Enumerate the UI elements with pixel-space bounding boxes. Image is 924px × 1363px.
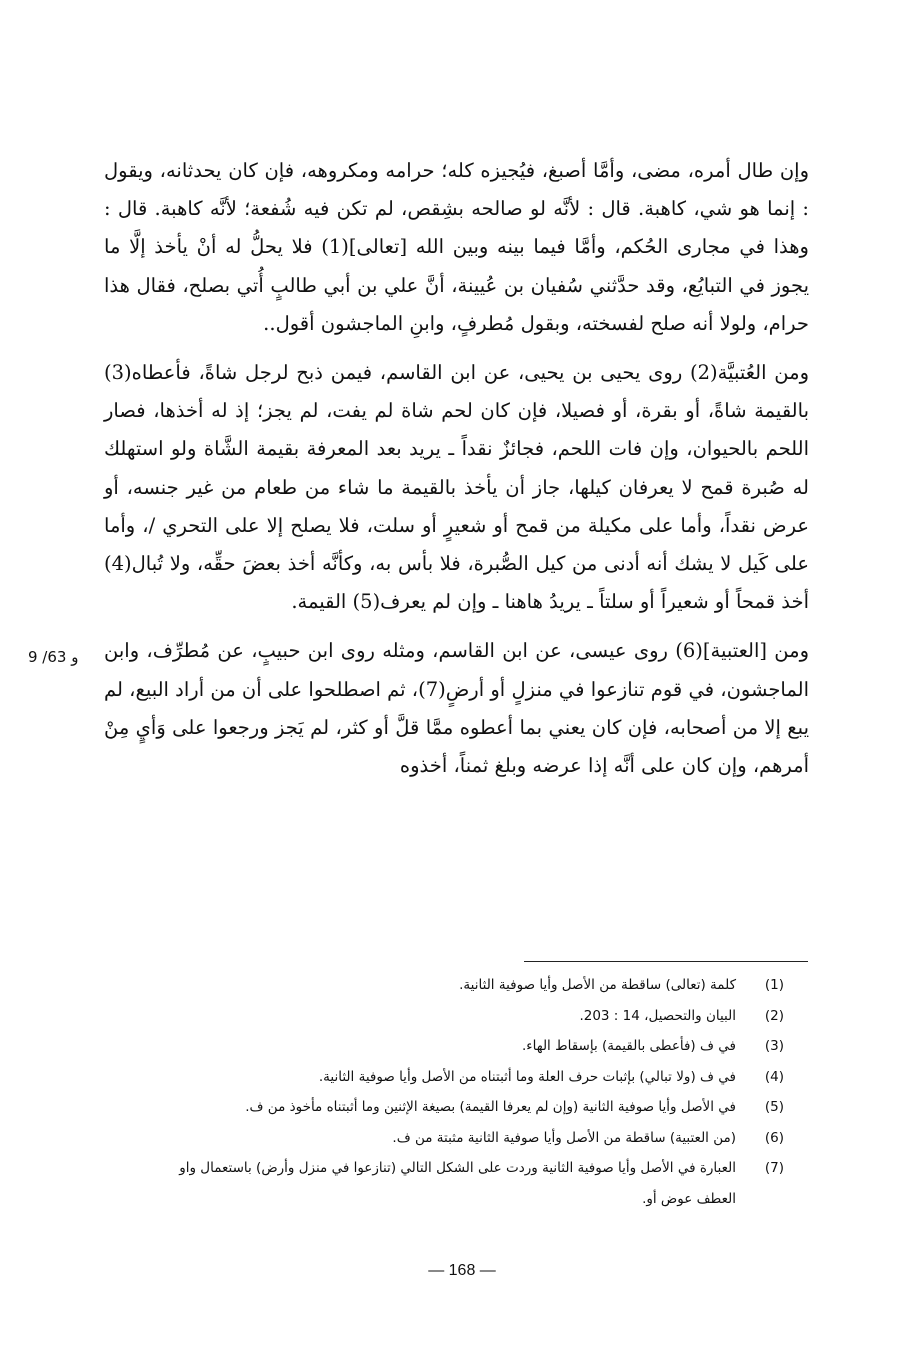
paragraph-3: ومن [العتبية](6) روى عيسى، عن ابن القاسم، ومثله روى ابن حبيبٍ، عن مُطرِّف، وابن الماجشون، في قوم تنازعوا في منزلٍ أو أرضٍ(7)، ثم اصطلحوا على أن من أراد البيع، لم يبع إلا من أصحابه، فإن كان يعني بما أعطوه ممَّا قلَّ أو كثر، لم يَجز ورجعوا على وَأيٍ مِنْ أمرهم، وإن كان على أنَّه إذا عرضه وبلغ ثمناً، أخذوه — [104, 639, 809, 778]
paragraph-2: ومن العُتبيَّة(2) روى يحيى بن يحيى، عن ابن القاسم، فيمن ذبح لرجل شاةً، فأعطاه(3) بالقيمة شاةً، أو بقرة، أو فصيلا، فإن كان لحم شاة لم يفت، لم يجز؛ إذ له أخذها، فصار اللحم بالحيوان، وإن فات اللحم، فجائزٌ نقداً ـ يريد بعد المعرفة بقيمة الشَّاة ولو استهلك له صُبرة قمح لا يعرفان كيلها، جاز أن يأخذ بالقيمة ما شاء من طعام من غير جنسه، أو عرض نقداً، وأما على مكيلة من قمح أو شعيرٍ أو سلت، فلا يصلح إلا على التحري /، وأما على كَيل لا يشك أنه أدنى من كيل الصُّبرة، فلا بأس به، وكأنَّه أخذ بعضَ حقِّه، ولا تُبال(4) أخذ قمحاً أو شعيراً أو سلتاً ـ يريدُ هاهنا ـ وإن لم يعرف(5) القيمة. — [104, 361, 809, 614]
footnote-text: (من العتبية) ساقطة من الأصل وأيا صوفية الثانية مثبتة من ف. — [392, 1129, 736, 1146]
footnote-number: (4) — [764, 1068, 784, 1085]
footnotes — [104, 970, 784, 1214]
page-number: — 168 — — [428, 1262, 496, 1279]
footnote-text: في ف (ولا تبالي) بإثبات حرف العلة وما أثبتناه من الأصل وأيا صوفية الثانية. — [318, 1068, 736, 1085]
footnote-text: العبارة في الأصل وأيا صوفية الثانية وردت على الشكل التالي (تنازعوا في منزل وأرض) باستعمال واو — [179, 1160, 736, 1176]
footnote-divider — [524, 961, 808, 962]
footnote-number: (7) — [764, 1160, 784, 1176]
paragraph-1: وإن طال أمره، مضى، وأمَّا أصبغ، فيُجيزه كله؛ حرامه ومكروهه، فإن كان يحدثانه، ويقول : إنما هو شي، كاهبة. قال : لأنَّه لو صالحه بشِقص، لم تكن فيه شُفعة؛ لأنَّه كاهبة. قال : وهذا في مجارى الحُكم، وأمَّا فيما بينه وبين الله [تعالى](1) فلا يحلُّ له أنْ يأخذ إلَّا ما يجوز في التبايُع، وقد حدَّثني سُفيان بن عُيينة، أنَّ علي بن أبي طالبٍ أُتي بصلح، فقال هذا حرام، ولولا أنه صلح لفسخته، وبقول مُطرفٍ، وابنِ الماجشون أقول.. — [104, 159, 809, 335]
footnote-5 — [104, 1092, 784, 1123]
footnote-7 — [104, 1153, 784, 1184]
footnote-number: (6) — [764, 1129, 784, 1146]
footnote-text: في الأصل وأيا صوفية الثانية (وإن لم يعرفا القيمة) بصيغة الإثنين وما أثبتناه مأخوذ من ف. — [245, 1099, 736, 1115]
footnote-number: (5) — [764, 1099, 784, 1115]
footnote-2 — [104, 1001, 784, 1032]
footnote-4 — [104, 1062, 784, 1093]
footnote-3 — [104, 1031, 784, 1062]
footnote-number: (3) — [764, 1038, 784, 1054]
main-text — [104, 152, 809, 785]
footnote-6 — [104, 1123, 784, 1154]
footnote-7-continuation: العطف عوض أو. — [642, 1190, 736, 1207]
footnote-1 — [104, 970, 784, 1001]
footnote-number: (2) — [764, 1007, 784, 1024]
manuscript-folio-note: 9 /63 و — [28, 648, 79, 666]
footnote-text: كلمة (تعالى) ساقطة من الأصل وأيا صوفية الثانية. — [459, 977, 736, 993]
footnote-text: البيان والتحصيل، 14 : 203. — [579, 1007, 736, 1024]
footnote-text: في ف (فأعطى بالقيمة) بإسقاط الهاء. — [521, 1038, 736, 1054]
footnote-number: (1) — [764, 977, 784, 993]
